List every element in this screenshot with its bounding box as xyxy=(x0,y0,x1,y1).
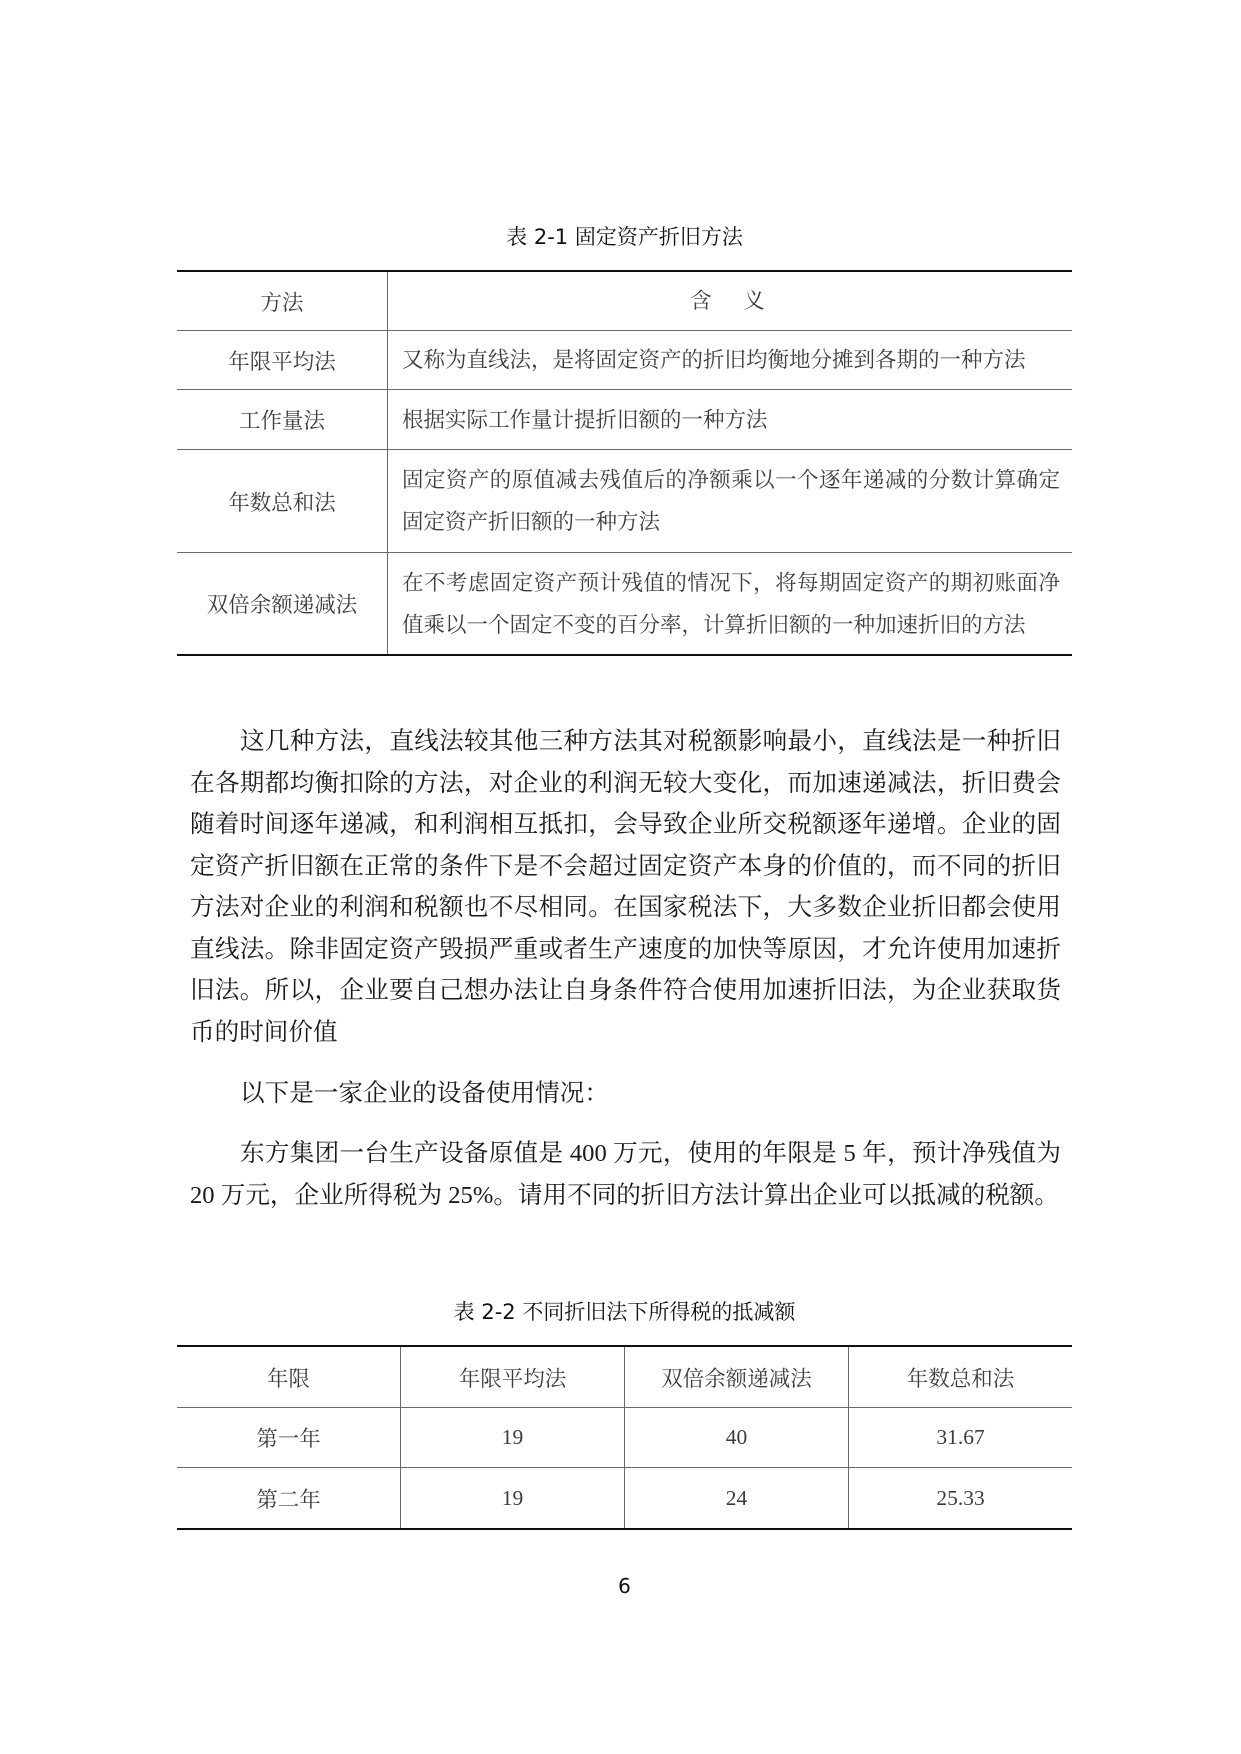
method-meaning-cell xyxy=(388,390,1072,449)
method-meaning-cell xyxy=(388,331,1072,389)
method-meaning-cell xyxy=(388,450,1072,552)
table-cell: 19 xyxy=(401,1468,625,1528)
header-cell: 年限平均法 xyxy=(401,1347,625,1407)
body-paragraph xyxy=(190,1073,1061,1115)
text-line: 随着时间逐年递减，和利润相互抵扣，会导致企业所交税额逐年递增。企业的固 xyxy=(190,811,1061,838)
header-cell: 双倍余额递减法 xyxy=(625,1347,849,1407)
year-cell: 第一年 xyxy=(177,1408,401,1467)
text-line: 方法对企业的利润和税额也不尽相同。在国家税法下，大多数企业折旧都会使用 xyxy=(190,894,1061,921)
method-meaning: 根据实际工作量计提折旧额的一种方法 xyxy=(402,407,768,432)
method-meaning: 在不考虑固定资产预计残值的情况下，将每期固定资产的期初账面净值乘以一个固定不变的百分率，计算折旧额的一种加速折旧的方法 xyxy=(402,570,1060,637)
method-meaning: 又称为直线法，是将固定资产的折旧均衡地分摊到各期的一种方法 xyxy=(402,348,1026,372)
method-name: 双倍余额递减法 xyxy=(206,593,358,617)
table-row xyxy=(177,1408,1072,1468)
method-name: 工作量法 xyxy=(238,409,325,433)
page-number: 6 xyxy=(618,1574,631,1598)
text-line: 这几种方法，直线法较其他三种方法其对税额影响最小，直线法是一种折旧 xyxy=(240,728,1061,755)
text-line: 直线法。除非固定资产毁损严重或者生产速度的加快等原因，才允许使用加速折 xyxy=(190,935,1061,963)
table-row xyxy=(177,1468,1072,1528)
body-paragraph xyxy=(190,721,1061,1053)
header-label: 方法 xyxy=(260,290,304,315)
method-name-cell xyxy=(177,553,388,654)
method-name: 年数总和法 xyxy=(228,490,336,515)
table-row xyxy=(177,390,1072,450)
header-label: 含 义 xyxy=(690,289,770,313)
method-name-cell xyxy=(177,390,388,449)
text-line: 以下是一家企业的设备使用情况： xyxy=(240,1080,609,1107)
header-cell: 年数总和法 xyxy=(906,1366,1015,1391)
table-cell: 19 xyxy=(401,1408,625,1467)
body-paragraph xyxy=(190,1133,1061,1216)
header-cell-method xyxy=(177,272,388,330)
text-line: 东方集团一台生产设备原值是 400 万元，使用的年限是 5 年，预计净残值为 xyxy=(240,1140,1061,1167)
text-line: 在各期都均衡扣除的方法，对企业的利润无较大变化，而加速递减法，折旧费会 xyxy=(190,769,1061,797)
text-line: 20 万元，企业所得税为 25%。请用不同的折旧方法计算出企业可以抵减的税额。 xyxy=(190,1181,1059,1209)
method-name-cell xyxy=(177,331,388,389)
table-row xyxy=(177,450,1072,553)
table-row xyxy=(177,553,1072,654)
depreciation-methods-table xyxy=(177,270,1072,656)
method-name: 年限平均法 xyxy=(228,349,336,374)
header-cell-meaning xyxy=(388,272,1072,330)
table-row xyxy=(177,331,1072,390)
table-cell: 24 xyxy=(625,1468,849,1528)
tax-deduction-table xyxy=(177,1345,1072,1530)
table-cell: 25.33 xyxy=(936,1485,985,1510)
table-cell: 31.67 xyxy=(936,1425,985,1449)
table-cell: 40 xyxy=(625,1408,849,1467)
header-cell: 年限 xyxy=(177,1347,401,1407)
method-meaning: 固定资产的原值减去残值后的净额乘以一个逐年递减的分数计算确定固定资产折旧额的一种方法 xyxy=(402,468,1060,534)
table-header-row xyxy=(177,1347,1072,1408)
table-header-row xyxy=(177,272,1072,331)
table-caption: 表 2-2 不同折旧法下所得税的抵减额 xyxy=(453,1300,796,1324)
table-caption: 表 2-1 固定资产折旧方法 xyxy=(506,225,743,249)
year-cell: 第二年 xyxy=(177,1468,401,1528)
text-line: 定资产折旧额在正常的条件下是不会超过固定资产本身的价值的，而不同的折旧 xyxy=(190,852,1061,880)
text-line: 旧法。所以，企业要自己想办法让自身条件符合使用加速折旧法，为企业获取货 xyxy=(190,977,1061,1004)
method-meaning-cell xyxy=(388,553,1072,654)
text-line: 币的时间价值 xyxy=(190,1018,338,1046)
method-name-cell xyxy=(177,450,388,552)
